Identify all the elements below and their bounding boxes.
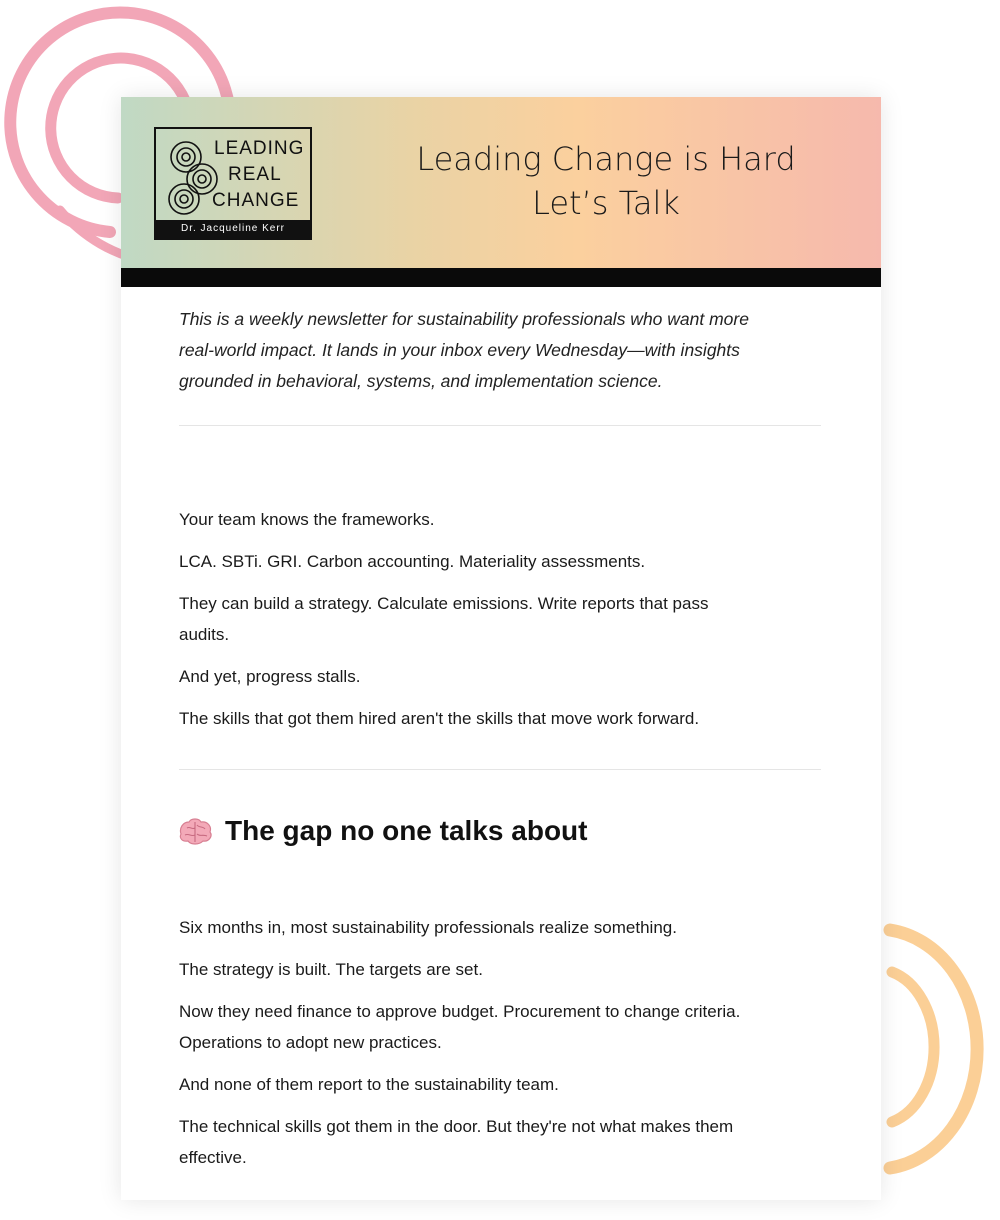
section2-paragraph-5 bbox=[179, 1111, 821, 1173]
section2-paragraph-5-line-1: The technical skills got them in the door. But they're not what makes them bbox=[179, 1117, 734, 1136]
section2-paragraph-2: The strategy is built. The targets are set. bbox=[179, 960, 483, 979]
newsletter-card bbox=[121, 97, 881, 1200]
section-divider bbox=[179, 425, 821, 426]
section-divider bbox=[179, 769, 821, 770]
section1-paragraph-3 bbox=[179, 588, 821, 650]
logo-subtitle: Dr. Jacqueline Kerr bbox=[156, 220, 310, 238]
intro-line-3: grounded in behavioral, systems, and implementation science. bbox=[179, 371, 663, 391]
banner-headline bbox=[341, 137, 871, 225]
intro-paragraph bbox=[121, 287, 881, 397]
intro-line-1: This is a weekly newsletter for sustainability professionals who want more bbox=[179, 309, 749, 329]
section2-paragraph-3 bbox=[179, 996, 821, 1058]
section2-paragraph-1: Six months in, most sustainability professionals realize something. bbox=[179, 918, 677, 937]
section1-paragraph-1: Your team knows the frameworks. bbox=[179, 510, 435, 529]
logo-word-change: CHANGE bbox=[212, 190, 300, 211]
section1-paragraph-2: LCA. SBTi. GRI. Carbon accounting. Materiality assessments. bbox=[179, 552, 646, 571]
orange-swirl-decoration bbox=[860, 900, 1000, 1220]
headline-line-2: Let’s Talk bbox=[532, 184, 680, 222]
section1-paragraph-3-line-2: audits. bbox=[179, 625, 230, 644]
section2-paragraph-4: And none of them report to the sustainability team. bbox=[179, 1075, 559, 1094]
section1-paragraph-4: And yet, progress stalls. bbox=[179, 667, 361, 686]
brain-icon bbox=[177, 816, 213, 846]
logo-word-real: REAL bbox=[228, 164, 282, 185]
brand-logo bbox=[154, 127, 312, 240]
headline-line-1: Leading Change is Hard bbox=[416, 140, 796, 178]
intro-line-2: real-world impact. It lands in your inbox every Wednesday—with insights bbox=[179, 340, 740, 360]
section2-paragraph-5-line-2: effective. bbox=[179, 1148, 247, 1167]
logo-word-leading: LEADING bbox=[214, 138, 305, 159]
section2-heading bbox=[177, 815, 587, 847]
section2-paragraph-3-line-2: Operations to adopt new practices. bbox=[179, 1033, 442, 1052]
section1-paragraph-5: The skills that got them hired aren't the skills that move work forward. bbox=[179, 709, 700, 728]
header-banner bbox=[121, 97, 881, 268]
section1-paragraph-3-line-1: They can build a strategy. Calculate emissions. Write reports that pass bbox=[179, 594, 709, 613]
section2-paragraph-3-line-1: Now they need finance to approve budget. Procurement to change criteria. bbox=[179, 1002, 741, 1021]
banner-divider-bar bbox=[121, 268, 881, 287]
section2-heading-text: The gap no one talks about bbox=[225, 815, 588, 846]
